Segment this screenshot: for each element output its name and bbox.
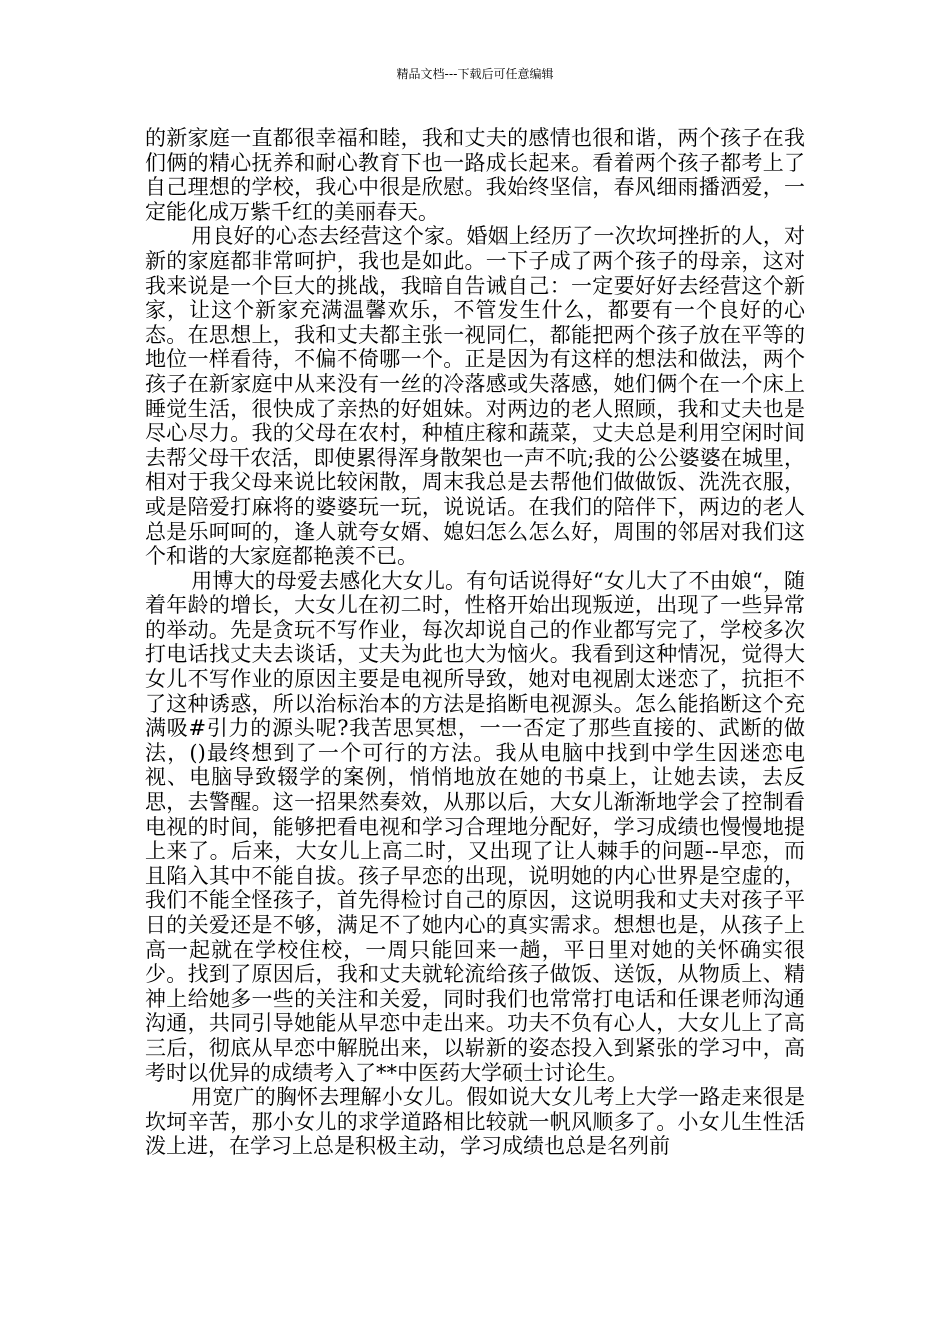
- document-body: [145, 126, 805, 1159]
- paragraph: 的新家庭一直都很幸福和睦，我和丈夫的感情也很和谐，两个孩子在我们俩的精心抚养和耐心教育下也一路成长起来。看着两个孩子都考上了自己理想的学校，我心中很是欣慰。我始终坚信，春风细雨播洒爱，一定能化成万紫千红的美丽春天。: [145, 126, 805, 224]
- paragraph: 用博大的母爱去感化大女儿。有句话说得好“女儿大了不由娘“，随着年龄的增长，大女儿在初二时，性格开始出现叛逆，出现了一些异常的举动。先是贪玩不写作业，每次却说自己的作业都写完了，学校多次打电话找丈夫去谈话，丈夫为此也大为恼火。我看到这种情况，觉得大女儿不写作业的原因主要是电视所导致，她对电视剧太迷恋了，抗拒不了这种诱惑，所以治标治本的方法是掐断电视源头。怎么能掐断这个充满吸#引力的源头呢?我苦思冥想，一一否定了那些直接的、武断的做法，()最终想到了一个可行的方法。我从电脑中找到中学生因迷恋电视、电脑导致辍学的案例，悄悄地放在她的书桌上，让她去读，去反思，去警醒。这一招果然奏效，从那以后，大女儿渐渐地学会了控制看电视的时间，能够把看电视和学习合理地分配好，学习成绩也慢慢地提上来了。后来，大女儿上高二时，又出现了让人棘手的问题--早恋，而且陷入其中不能自拔。孩子早恋的出现，说明她的内心世界是空虚的，我们不能全怪孩子，首先得检讨自己的原因，这说明我和丈夫对孩子平日的关爱还是不够，满足不了她内心的真实需求。想想也是，从孩子上高一起就在学校住校，一周只能回来一趟，平日里对她的关怀确实很少。找到了原因后，我和丈夫就轮流给孩子做饭、送饭，从物质上、精神上给她多一些的关注和关爱，同时我们也常常打电话和任课老师沟通沟通，共同引导她能从早恋中走出来。功夫不负有心人，大女儿上了高三后，彻底从早恋中解脱出来，以崭新的姿态投入到紧张的学习中，高考时以优异的成绩考入了**中医药大学硕士讨论生。: [145, 568, 805, 1085]
- page-header: 精品文档---下载后可任意编辑: [396, 67, 554, 81]
- paragraph: 用宽广的胸怀去理解小女儿。假如说大女儿考上大学一路走来很是坎坷辛苦，那小女儿的求学道路相比较就一帆风顺多了。小女儿生性活泼上进，在学习上总是积极主动，学习成绩也总是名列前: [145, 1085, 805, 1159]
- paragraph: 用良好的心态去经营这个家。婚姻上经历了一次坎坷挫折的人，对新的家庭都非常呵护，我也是如此。一下子成了两个孩子的母亲，这对我来说是一个巨大的挑战，我暗自告诫自己：一定要好好去经营这个新家，让这个新家充满温馨欢乐，不管发生什么，都要有一个良好的心态。在思想上，我和丈夫都主张一视同仁，都能把两个孩子放在平等的地位一样看待，不偏不倚哪一个。正是因为有这样的想法和做法，两个孩子在新家庭中从来没有一丝的冷落感或失落感，她们俩个在一个床上睡觉生活，很快成了亲热的好姐妹。对两边的老人照顾，我和丈夫也是尽心尽力。我的父母在农村，种植庄稼和蔬菜，丈夫总是利用空闲时间去帮父母干农活，即使累得浑身散架也一声不吭;我的公公婆婆在城里，相对于我父母来说比较闲散，周末我总是去帮他们做做饭、洗洗衣服，或是陪爱打麻将的婆婆玩一玩，说说话。在我们的陪伴下，两边的老人总是乐呵呵的，逢人就夸女婿、媳妇怎么怎么好，周围的邻居对我们这个和谐的大家庭都艳羡不已。: [145, 224, 805, 569]
